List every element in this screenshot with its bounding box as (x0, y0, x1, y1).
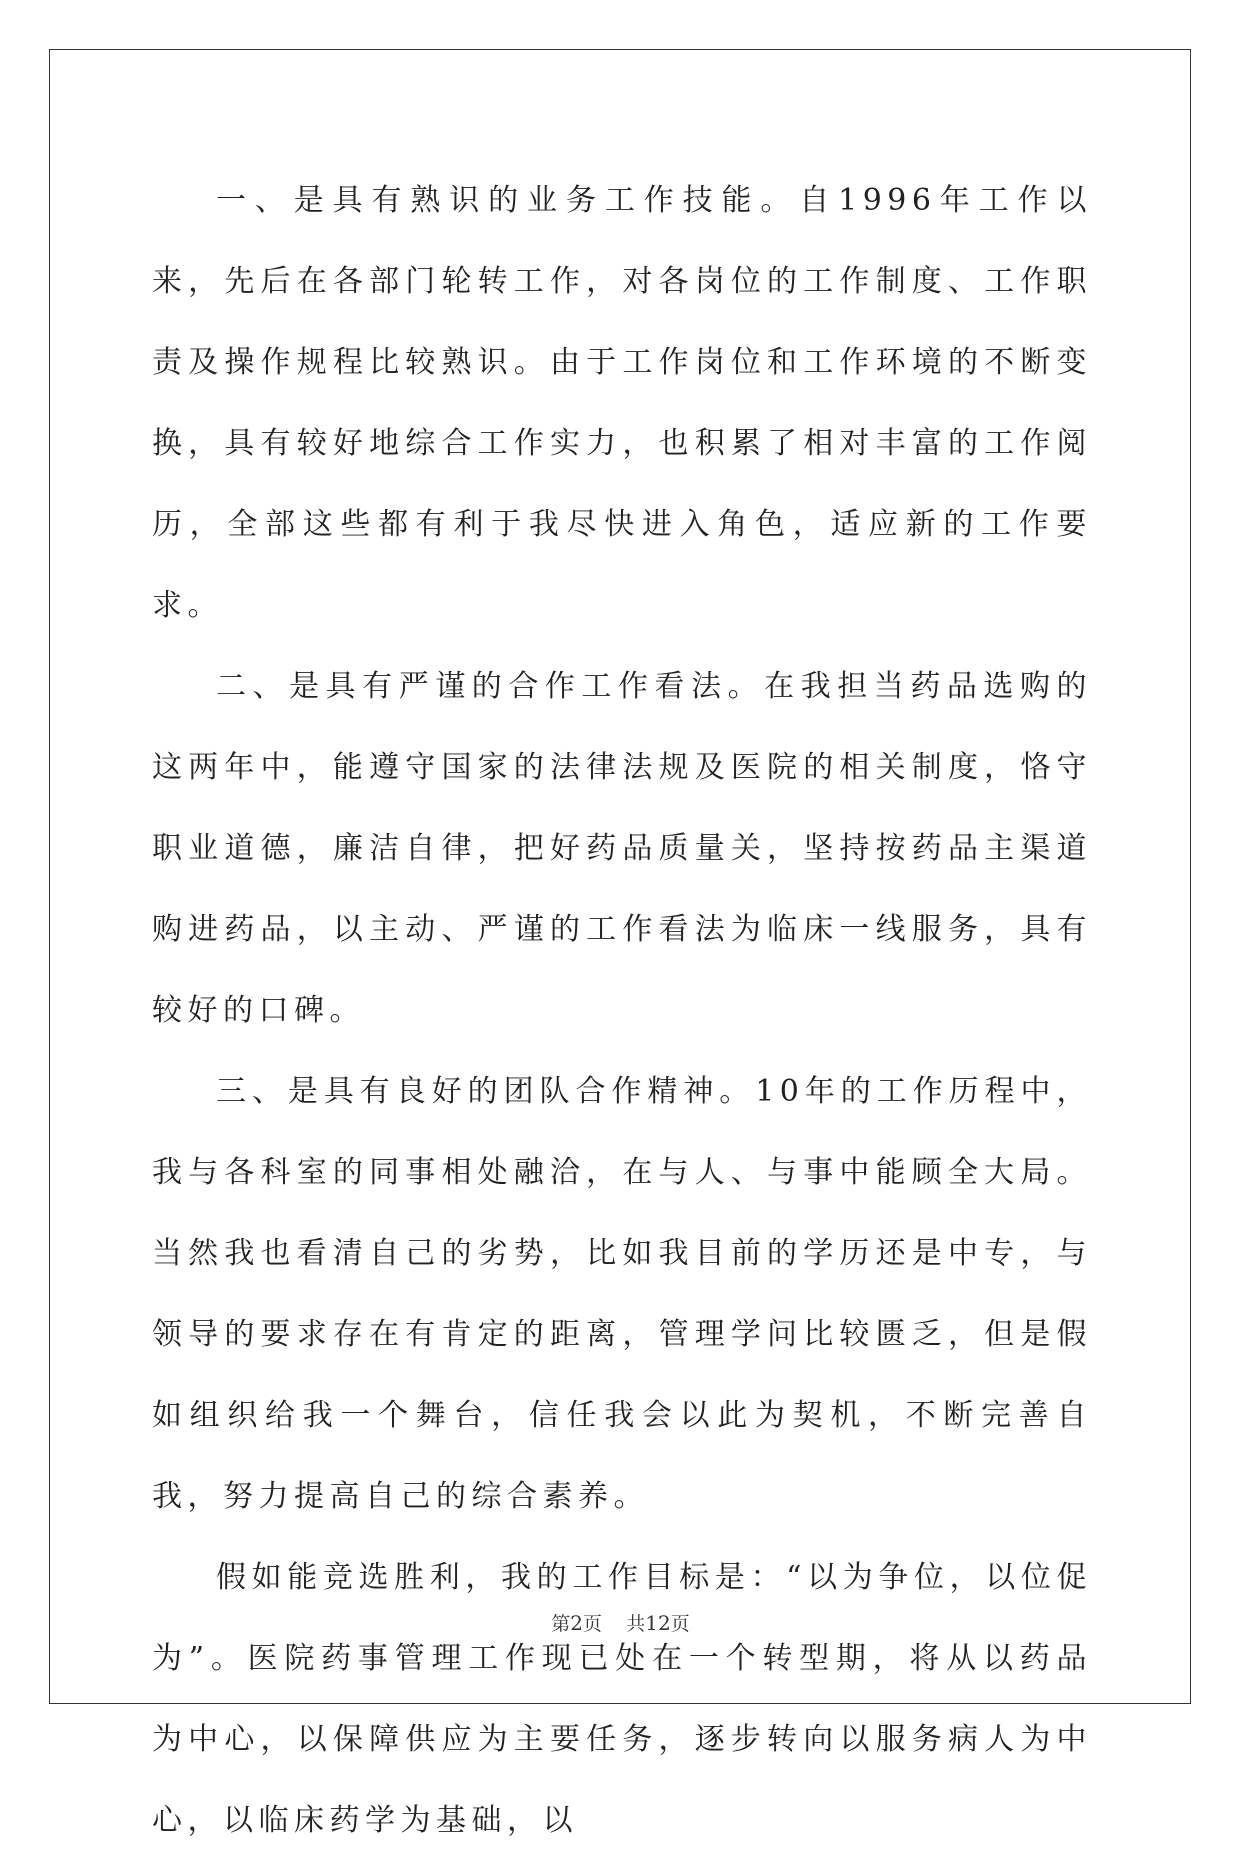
page-footer (0, 1609, 1241, 1636)
document-body (152, 160, 1092, 1861)
total-suffix: 页 (670, 1613, 690, 1635)
total-pages: 12 (645, 1611, 671, 1635)
paragraph-4: 假如能竞选胜利，我的工作目标是：“以为争位，以位促为”。医院药事管理工作现已处在一个转型期，将从以药品为中心，以保障供应为主要任务，逐步转向以服务病人为中心，以临床药学为基础，以 (152, 1560, 1092, 1838)
page-prefix: 第 (551, 1613, 571, 1635)
page-suffix: 页 (583, 1613, 603, 1635)
page-number: 2 (570, 1611, 584, 1635)
paragraph-2: 二、是具有严谨的合作工作看法。在我担当药品选购的这两年中，能遵守国家的法律法规及医院的相关制度，恪守职业道德，廉洁自律，把好药品质量关，坚持按药品主渠道购进药品，以主动、严谨的工作看法为临床一线服务，具有较好的口碑。 (152, 669, 1092, 1028)
paragraph-1: 一、是具有熟识的业务工作技能。自1996年工作以来，先后在各部门轮转工作，对各岗位的工作制度、工作职责及操作规程比较熟识。由于工作岗位和工作环境的不断变换，具有较好地综合工作实力，也积累了相对丰富的工作阅历，全部这些都有利于我尽快进入角色，适应新的工作要求。 (152, 183, 1092, 623)
total-prefix: 共 (626, 1613, 646, 1635)
paragraph-3: 三、是具有良好的团队合作精神。10年的工作历程中，我与各科室的同事相处融洽，在与人、与事中能顾全大局。当然我也看清自己的劣势，比如我目前的学历还是中专，与领导的要求存在有肯定的距离，管理学问比较匮乏，但是假如组织给我一个舞台，信任我会以此为契机，不断完善自我，努力提高自己的综合素养。 (152, 1074, 1092, 1514)
